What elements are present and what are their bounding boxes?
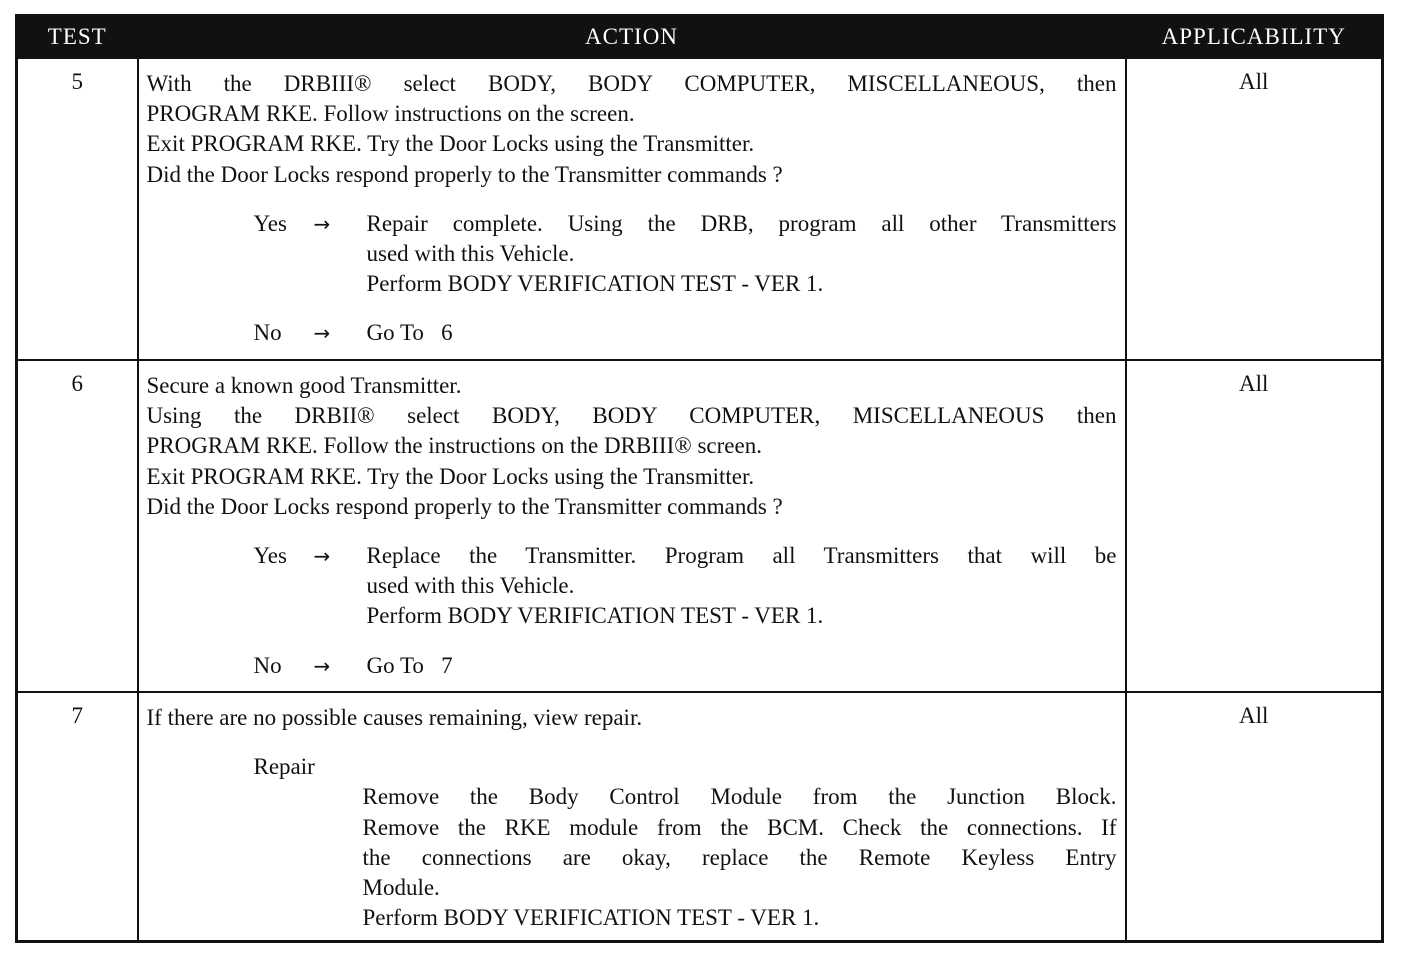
header-action: ACTION bbox=[138, 16, 1126, 59]
no-text: Go To 7 bbox=[366, 652, 453, 678]
yes-line: Replace the Transmitter. Program all Transmitters that will be bbox=[366, 543, 1117, 569]
no-label: No bbox=[253, 652, 282, 678]
table-row bbox=[17, 58, 1383, 360]
no-branch bbox=[147, 651, 1117, 681]
repair-line: Perform BODY VERIFICATION TEST - VER 1. bbox=[362, 905, 820, 931]
right-arrow-icon: → bbox=[313, 653, 331, 678]
action-line: PROGRAM RKE. Follow instructions on the screen. bbox=[146, 101, 635, 127]
applicability-cell: All bbox=[1126, 360, 1383, 692]
yes-line: Perform BODY VERIFICATION TEST - VER 1. bbox=[366, 271, 824, 297]
yes-label: Yes bbox=[253, 210, 287, 236]
action-line: With the DRBIII® select BODY, BODY COMPUTER, MISCELLANEOUS, then bbox=[146, 71, 1117, 96]
test-number: 5 bbox=[17, 58, 138, 360]
action-cell bbox=[138, 58, 1126, 360]
test-number: 6 bbox=[17, 360, 138, 692]
yes-line: Repair complete. Using the DRB, program all other Transmitters bbox=[366, 210, 1117, 236]
test-number: 7 bbox=[17, 692, 138, 942]
right-arrow-icon: → bbox=[313, 211, 331, 236]
repair-body bbox=[147, 782, 1117, 933]
repair-label: Repair bbox=[253, 754, 315, 780]
action-line: Exit PROGRAM RKE. Try the Door Locks using the Transmitter. bbox=[146, 463, 755, 489]
action-line: If there are no possible causes remaining, view repair. bbox=[146, 705, 643, 730]
right-arrow-icon: → bbox=[313, 321, 331, 346]
action-line: Did the Door Locks respond properly to the Transmitter commands ? bbox=[146, 161, 783, 187]
table-row bbox=[17, 360, 1383, 692]
action-line: Secure a known good Transmitter. bbox=[146, 373, 462, 398]
applicability-cell: All bbox=[1126, 58, 1383, 360]
yes-line: Perform BODY VERIFICATION TEST - VER 1. bbox=[366, 603, 824, 629]
table-header-row bbox=[17, 16, 1383, 59]
repair-line: Remove the Body Control Module from the Junction Block. bbox=[362, 784, 1117, 810]
action-line: Exit PROGRAM RKE. Try the Door Locks using the Transmitter. bbox=[146, 131, 755, 157]
no-branch bbox=[147, 318, 1117, 348]
action-cell bbox=[138, 692, 1126, 942]
action-line: Using the DRBII® select BODY, BODY COMPUTER, MISCELLANEOUS then bbox=[146, 403, 1117, 429]
yes-line: used with this Vehicle. bbox=[366, 573, 575, 599]
action-line: Did the Door Locks respond properly to the Transmitter commands ? bbox=[146, 493, 783, 519]
yes-label: Yes bbox=[253, 543, 287, 569]
table-row bbox=[17, 692, 1383, 942]
right-arrow-icon: → bbox=[313, 544, 331, 569]
diagnostic-test-table bbox=[15, 14, 1384, 943]
yes-branch bbox=[147, 541, 1117, 632]
no-text: Go To 6 bbox=[366, 320, 453, 346]
action-line: PROGRAM RKE. Follow the instructions on the DRBIII® screen. bbox=[146, 433, 762, 459]
repair-line: Module. bbox=[362, 875, 440, 901]
no-label: No bbox=[253, 320, 282, 346]
header-applicability: APPLICABILITY bbox=[1126, 16, 1383, 59]
repair-line: Remove the RKE module from the BCM. Check the connections. If bbox=[362, 814, 1117, 840]
yes-line: used with this Vehicle. bbox=[366, 241, 575, 267]
applicability-cell: All bbox=[1126, 692, 1383, 942]
yes-text bbox=[367, 209, 1117, 300]
yes-text bbox=[367, 541, 1117, 632]
header-test: TEST bbox=[17, 16, 138, 59]
action-cell bbox=[138, 360, 1126, 692]
repair-line: the connections are okay, replace the Remote Keyless Entry bbox=[362, 844, 1117, 870]
yes-branch bbox=[147, 209, 1117, 300]
